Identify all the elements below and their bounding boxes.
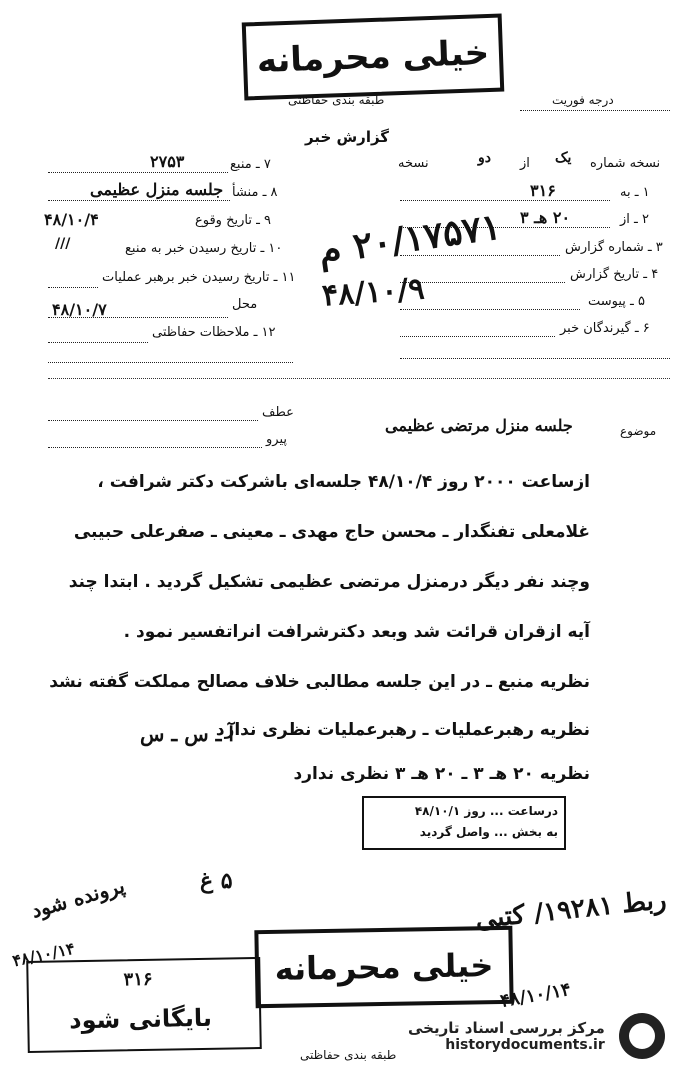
field-security-notes-label: ۱۲ ـ ملاحظات حفاظتی xyxy=(152,325,276,340)
top-classification-stamp xyxy=(242,13,505,100)
watermark-en: historydocuments.ir xyxy=(445,1037,605,1053)
field-source-label: ۷ ـ منبع xyxy=(230,157,271,172)
watermark xyxy=(408,1006,688,1066)
section-divider xyxy=(48,378,670,379)
received-line-2: به بخش ... واصل گردید xyxy=(419,825,558,839)
field-date-source-label: ۱۰ ـ تاریخ رسیدن خبر به منبع xyxy=(125,241,283,256)
body-line: غلامعلی تفنگدار ـ محسن حاج مهدی ـ معینی ـ صفرعلی حبیبی xyxy=(73,522,590,542)
received-line-1: درساعت ... روز ۴۸/۱۰/۱ xyxy=(414,804,558,818)
priority-label: درجه فوریت xyxy=(552,93,614,107)
field-copy-number-value: یک xyxy=(555,150,572,166)
field-copy-suffix: نسخه xyxy=(398,156,429,171)
field-from-value: ۲۰ هـ ۳ xyxy=(520,208,571,227)
field-place-label: محل xyxy=(232,297,258,312)
filed-number: ۳۱۶ xyxy=(123,968,153,991)
priority-line xyxy=(520,110,670,111)
field-date-occurrence-label: ۹ ـ تاریخ وقوع xyxy=(195,213,272,228)
handwritten-initials: آ ـ س ـ س xyxy=(140,722,234,746)
field-origin-value: جلسه منزل عظیمی xyxy=(90,180,224,199)
field-from-label: ۲ ـ از xyxy=(620,212,649,227)
subject-label: موضوع xyxy=(620,424,657,438)
report-title: گزارش خبر xyxy=(305,128,390,146)
bottom-handwritten-dates: ۴۸/۱۰/۱۴ xyxy=(498,978,573,1013)
field-date-source-value: /// xyxy=(55,236,71,252)
field-date-leader-label: ۱۱ ـ تاریخ رسیدن خبر برهبر عملیات xyxy=(102,270,296,285)
field-place-value: ۴۸/۱۰/۷ xyxy=(52,300,107,319)
body-line: نظریه منبع ـ در این جلسه مطالبی خلاف مصالح مملکت گفته نشد xyxy=(49,672,590,692)
handwritten-reference: ربط ۱۹۲۸۱/ کتبی xyxy=(473,885,668,935)
filed-stamp-box xyxy=(26,957,262,1053)
handwritten-report-date: ۴۸/۱۰/۹ xyxy=(320,271,426,314)
field-copy-number-label: نسخه شماره xyxy=(590,156,661,171)
body-line: نظریه رهبرعملیات ـ رهبرعملیات نظری ندارد xyxy=(215,720,590,740)
classification-label: طبقه بندی حفاظتی xyxy=(288,93,385,107)
field-to-label: ۱ ـ به xyxy=(620,185,650,200)
watermark-fa: مرکز بررسی اسناد تاریخی xyxy=(408,1019,605,1037)
field-attachment-label: ۵ ـ پیوست xyxy=(588,294,645,309)
margin-date: ۴۸/۱۰/۱۴ xyxy=(10,938,77,971)
filed-text: بایگانی شود xyxy=(69,1003,213,1035)
body-line: نظریه ۲۰ هـ ۳ ـ ۲۰ هـ ۳ نظری ندارد xyxy=(293,764,590,784)
archive-logo-icon xyxy=(619,1013,665,1059)
body-line: وچند نفر دیگر درمنزل مرتضی عظیمی تشکیل گردید . ابتدا چند xyxy=(68,572,590,592)
bottom-stamp-text: خیلی محرمانه xyxy=(274,946,494,988)
field-recipients-label: ۶ ـ گیرندگان خبر xyxy=(560,321,650,336)
body-line: ازساعت ۲۰۰۰ روز ۴۸/۱۰/۴ جلسه‌ای باشرکت دکتر شرافت ، xyxy=(97,472,590,492)
field-origin-label: ۸ ـ منشأ xyxy=(232,185,278,200)
field-source-value: ۲۷۵۳ xyxy=(150,152,185,171)
subject-value: جلسه منزل مرتضی عظیمی xyxy=(385,416,573,435)
handwritten-report-number: ۲۰/۱۷۵۷۱ م xyxy=(315,205,504,273)
peyro-label: پیرو xyxy=(266,432,287,447)
field-to-value: ۳۱۶ xyxy=(530,181,556,200)
received-stamp-box xyxy=(362,796,566,850)
bottom-classification-label: طبقه بندی حفاظتی xyxy=(300,1048,397,1062)
margin-note: پرونده شود xyxy=(28,873,128,923)
field-report-number-label: ۳ ـ شماره گزارش xyxy=(565,240,663,255)
atf-label: عطف xyxy=(262,405,294,420)
field-report-date-label: ۴ ـ تاریخ گزارش xyxy=(570,267,659,282)
bottom-classification-stamp xyxy=(254,926,513,1008)
field-copy-of: از xyxy=(520,156,530,171)
field-copy-total: دو xyxy=(478,150,491,166)
body-line: آیه ازقران قرائت شد وبعد دکترشرافت انراتفسیر نمود . xyxy=(123,622,590,642)
field-date-occurrence-value: ۴۸/۱۰/۴ xyxy=(44,210,99,229)
handwritten-five: ۵ غ xyxy=(200,868,233,894)
top-stamp-text: خیلی محرمانه xyxy=(256,32,490,82)
